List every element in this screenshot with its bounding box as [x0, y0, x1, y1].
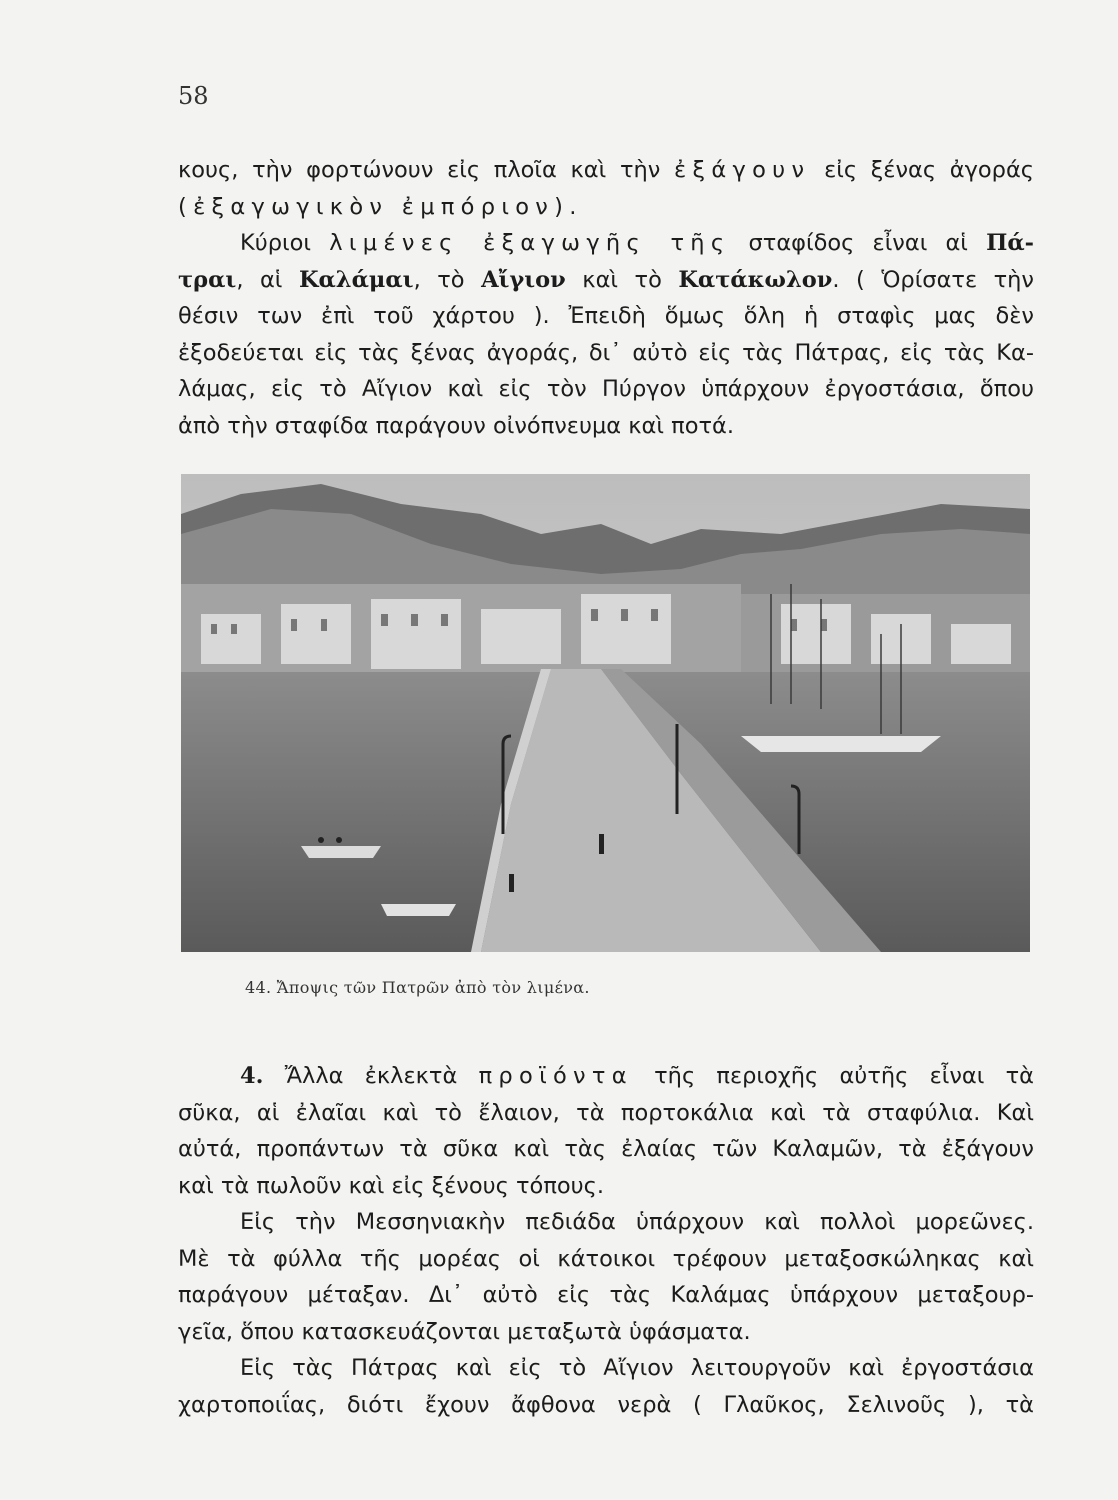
paragraph-4-line-3: παράγουν μέταξαν. Δι᾿ αὐτὸ εἰς τὰς Καλάμας ὑπάρχουν μεταξουρ- [178, 1282, 1034, 1308]
paragraph-3-line-2: σῦκα, αἱ ἐλαῖαι καὶ τὸ ἔλαιον, τὰ πορτοκάλια καὶ τὰ σταφύλια. Καὶ [178, 1099, 1034, 1126]
paragraph-5-line-2: χαρτοποιΐας, διότι ἔχουν ἄφθονα νερὰ ( Γλαῦκος, Σελινοῦς ), τὰ [178, 1391, 1034, 1418]
paragraph-1-line-2: (ἐξαγωγικὸν ἐμπόριον). [178, 193, 583, 220]
paragraph-2-line-3: θέσιν των ἐπὶ τοῦ χάρτου ). Ἐπειδὴ ὅμως ὅλη ἡ σταφὶς μας δὲν [178, 303, 1034, 329]
page-number: 58 [178, 82, 209, 110]
paragraph-3-line-4: καὶ τὰ πωλοῦν καὶ εἰς ξένους τόπους. [178, 1172, 605, 1199]
paragraph-4-line-1: Εἰς τὴν Μεσσηνιακὴν πεδιάδα ὑπάρχουν καὶ πολλοὶ μορεῶνες. [240, 1209, 1034, 1235]
paragraph-2-line-6: ἀπὸ τὴν σταφίδα παράγουν οἰνόπνευμα καὶ ποτά. [178, 412, 734, 439]
harbor-photo [181, 474, 1030, 952]
paragraph-4-line-2: Μὲ τὰ φύλλα τῆς μορέας οἱ κάτοικοι τρέφουν μεταξοσκώληκας καὶ [178, 1245, 1034, 1272]
paragraph-2-line-4: ἐξοδεύεται εἰς τὰς ξένας ἀγοράς, δι᾿ αὐτὸ εἰς τὰς Πάτρας, εἰς τὰς Κα- [178, 339, 1034, 366]
paragraph-1-line-1: κους, τὴν φορτώνουν εἰς πλοῖα καὶ τὴν ἐξάγουν εἰς ξένας ἀγοράς [178, 157, 1034, 183]
paragraph-2-line-1: Κύριοι λιμένες ἐξαγωγῆς τῆς σταφίδος εἶναι αἱ Πά- [240, 230, 1034, 256]
paragraph-2-line-5: λάμας, εἰς τὸ Αἴγιον καὶ εἰς τὸν Πύργον ὑπάρχουν ἐργοστάσια, ὅπου [178, 376, 1034, 402]
paragraph-4-line-4: γεῖα, ὅπου κατασκευάζονται μεταξωτὰ ὑφάσματα. [178, 1318, 751, 1345]
figure-caption: 44. Ἄποψις τῶν Πατρῶν ἀπὸ τὸν λιμένα. [245, 978, 590, 997]
text-block-top [178, 152, 1034, 444]
paragraph-5-line-1: Εἰς τὰς Πάτρας καὶ εἰς τὸ Αἴγιον λειτουργοῦν καὶ ἐργοστάσια [240, 1355, 1034, 1381]
paragraph-2-line-2: τραι, αἱ Καλάμαι, τὸ Αἴγιον καὶ τὸ Κατάκωλον. ( Ὁρίσατε τὴν [178, 266, 1034, 293]
paragraph-3-line-1: 4. Ἄλλα ἐκλεκτὰ προϊόντα τῆς περιοχῆς αὐτῆς εἶναι τὰ [240, 1063, 1035, 1089]
text-block-bottom [178, 1058, 1034, 1423]
paragraph-3-line-3: αὐτά, προπάντων τὰ σῦκα καὶ τὰς ἐλαίας τῶν Καλαμῶν, τὰ ἐξάγουν [178, 1136, 1034, 1162]
